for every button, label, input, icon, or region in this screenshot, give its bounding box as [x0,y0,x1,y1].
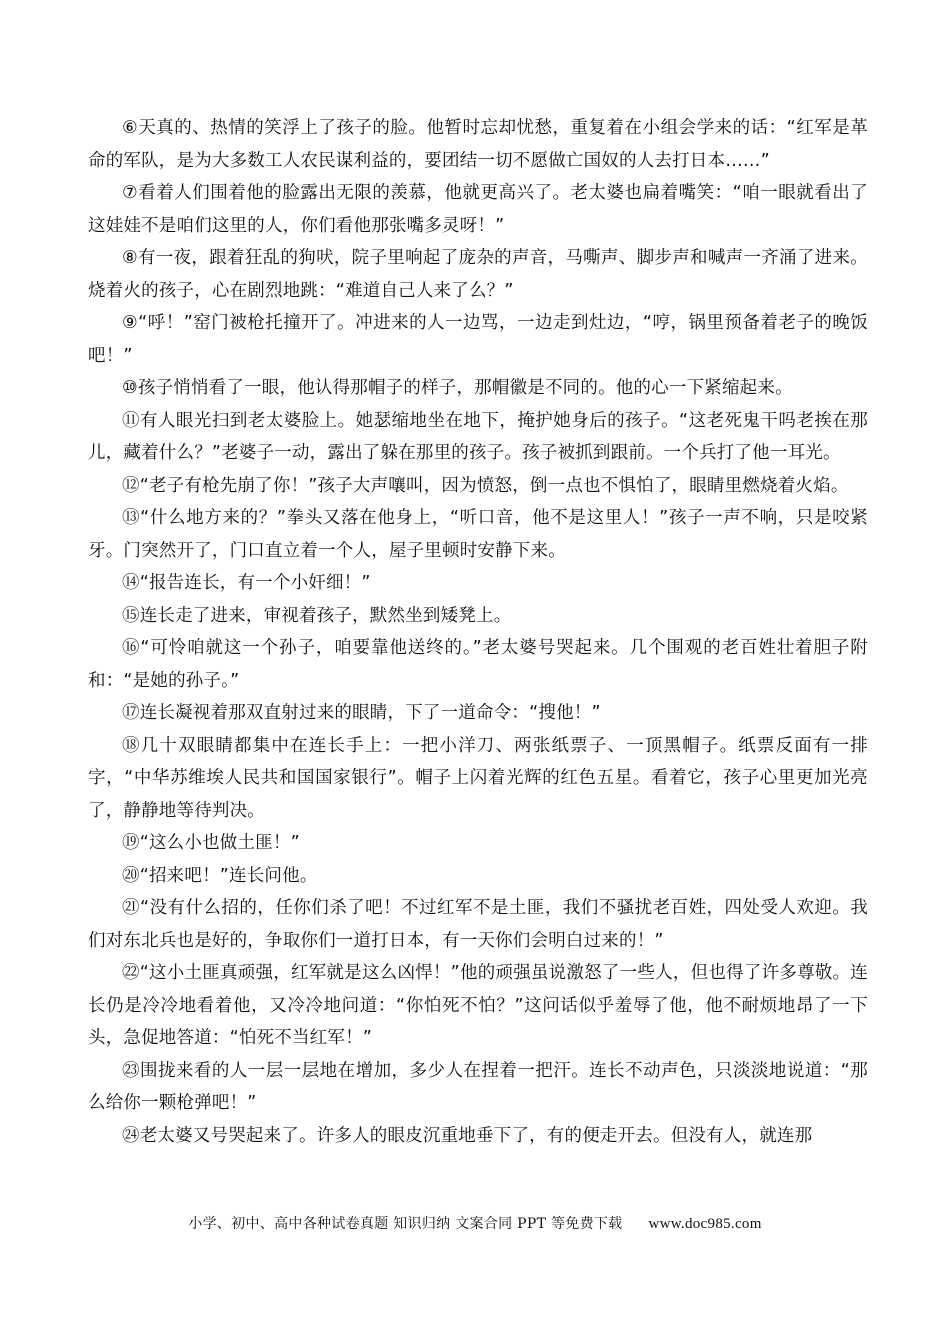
paragraph-17: ⑰连长凝视着那双直射过来的眼睛，下了一道命令：“搜他！” [122,703,601,723]
paragraph-18: ⑱几十双眼睛都集中在连长手上：一把小洋刀、两张纸票子、一顶黑帽子。纸票反面有一排字，“中华苏维埃人民共和国国家银行”。帽子上闪着光辉的红色五星。看着它，孩子心里更加光亮了，静静地等待判决。 [88,735,868,821]
paragraph-19: ⑲“这么小也做土匪！” [122,833,300,853]
footer-url-link[interactable]: www.doc985.com [648,1216,762,1232]
paragraph-15: ⑮连长走了进来，审视着孩子，默然坐到矮凳上。 [122,605,512,626]
paragraph-22: ㉒“这小土匪真顽强，红军就是这么凶悍！”他的顽强虽说激怒了一些人，但也得了许多尊敬。连长仍是冷冷地看着他，又冷冷地问道：“你怕死不怕？”这问话似乎羞辱了他，他不耐烦地昂了一下头，急促地答道：“怕死不当红军！” [88,963,868,1048]
paragraph-24: ㉔老太婆又号哭起来了。许多人的眼皮沉重地垂下了，有的便走开去。但没有人，就连那 [122,1125,813,1146]
paragraph-12: ⑫“老子有枪先崩了你！”孩子大声嚷叫，因为愤怒，倒一点也不惧怕了，眼睛里燃烧着火焰。 [122,475,849,496]
paragraph-14: ⑭“报告连长，有一个小奸细！” [122,573,371,593]
paragraph-8: ⑧有一夜，跟着狂乱的狗吠，院子里响起了庞杂的声音，马嘶声、脚步声和喊声一齐涌了进来。烧着火的孩子，心在剧烈地跳：“难道自己人来了么？” [88,248,868,301]
paragraph-23: ㉓围拢来看的人一层一层地在增加，多少人在捏着一把汗。连长不动声色，只淡淡地说道：“那么给你一颗枪弹吧！” [88,1060,868,1113]
paragraph-10: ⑩孩子悄悄看了一眼，他认得那帽子的样子，那帽徽是不同的。他的心一下紧缩起来。 [122,378,793,398]
page-footer [0,1213,950,1233]
paragraph-16: ⑯“可怜咱就这一个孙子，咱要靠他送终的。”老太婆号哭起来。几个围观的老百姓壮着胆子附和：“是她的孙子。” [88,638,868,691]
paragraph-21: ㉑“没有什么招的，任你们杀了吧！不过红军不是土匪，我们不骚扰老百姓，四处受人欢迎。我们对东北兵也是好的，争取你们一道打日本，有一天你们会明白过来的！” [88,898,868,951]
paragraph-6: ⑥天真的、热情的笑浮上了孩子的脸。他暂时忘却忧愁，重复着在小组会学来的话：“红军是革命的军队，是为大多数工人农民谋利益的，要团结一切不愿做亡国奴的人去打日本……” [88,118,868,171]
paragraph-20: ⑳“招来吧！”连长问他。 [122,865,318,886]
paragraph-11: ⑪有人眼光扫到老太婆脸上。她瑟缩地坐在地下，掩护她身后的孩子。“这老死鬼干吗老挨在那儿，藏着什么？”老婆子一动，露出了躲在那里的孩子。孩子被抓到跟前。一个兵打了他一耳光。 [88,410,868,463]
paragraph-13: ⑬“什么地方来的？”拳头又落在他身上，“听口音，他不是这里人！”孩子一声不响，只是咬紧牙。门突然开了，门口直立着一个人，屋子里顿时安静下来。 [88,508,868,561]
footer-text: 小学、初中、高中各种试卷真题 知识归纳 文案合同 PPT 等免费下载 [188,1216,623,1232]
document-body [88,112,868,1152]
paragraph-9: ⑨“呼！”窑门被枪托撞开了。冲进来的人一边骂，一边走到灶边，“哼，锅里预备着老子的晚饭吧！” [88,313,868,366]
paragraph-7: ⑦看着人们围着他的脸露出无限的羡慕，他就更高兴了。老太婆也扁着嘴笑：“咱一眼就看出了这娃娃不是咱们这里的人，你们看他那张嘴多灵呀！” [88,183,868,236]
